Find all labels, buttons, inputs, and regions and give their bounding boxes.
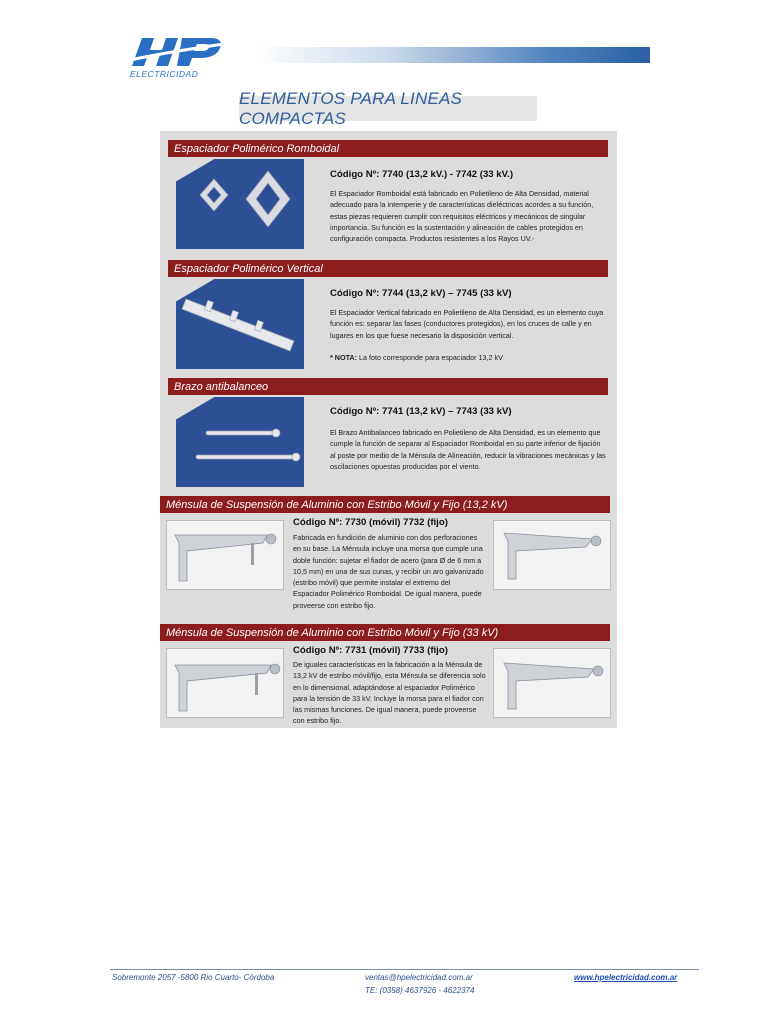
vertical-description: El Espaciador Vertical fabricado en Polietileno de Alta Densidad, es un elemento cuya función es: separar las fases (conductores protegidos), en los cruces de calle y en lugares en los que fuese necesario la disposición vertical. [330,308,604,340]
mensula-13-photo-movil [166,520,284,590]
section-heading-brazo: Brazo antibalanceo [168,378,608,395]
brazo-photo [176,397,304,487]
mensula-13-description: Fabricada en fundición de aluminio con dos perforaciones en su base. La Ménsula incluye una morsa que cumple una doble función: sujetar el fiador de acero (para Ø de 6 mm a 10,5 mm) en una de sus cunas, y recibir un aro galvanizado (estribo móvil) que permite instalar el extremo del Espaciador Polimérico Romboidal. De igual manera, puede proveerse con estribo fijo. [293,533,484,610]
svg-text:ELECTRICIDAD: ELECTRICIDAD [130,69,199,79]
vertical-note-text: La foto corresponde para espaciador 13,2 kV [359,353,503,362]
section-heading-vertical: Espaciador Polimérico Vertical [168,260,608,277]
vertical-spacer-photo [176,279,304,369]
mensula-33-photo-movil [166,648,284,718]
vertical-note-label: * NOTA: [330,353,358,362]
romboidal-description: El Espaciador Romboidal está fabricado en Polietileno de Alta Densidad, material adecuado para la intemperie y de características dieléctricas acordes a su función, estas piezas requieren cumplir con requisitos eléctricos y mecánicos de singular importancia. Su función es la sustentación y alineación de cables protegidos en configuración compacta. Productos resistentes a los Rayos UV.- [330,189,594,244]
romboidal-spacer-photo [176,159,304,249]
brazo-code: Código Nº: 7741 (13,2 kV) – 7743 (33 kV) [330,406,512,417]
mensula-33-description: De iguales características en la fabricación a la Ménsula de 13,2 kV de estribo móvil/fijo, esta Ménsula se diferencia solo en lo dimensional, adaptándose al espaciador Polimérico para la tensión de 33 kV. Incluye la morsa para el fiador con las mismas funciones. De igual manera, puede proveerse con estribo fijo. [293,660,486,726]
footer-email[interactable]: ventas@hpelectricidad.com.ar [365,973,473,982]
mensula-13-photo-fijo [493,520,611,590]
mensula-13-code: Código Nº: 7730 (móvil) 7732 (fijo) [293,517,448,528]
product-catalog-panel [160,131,617,728]
mensula-33-photo-fijo [493,648,611,718]
brazo-description: El Brazo Antibalanceo fabricado en Polietileno de Alta Densidad, es un elemento que cumple la función de separar al Espaciador Romboidal en su parte inferior de fijación al poste por medio de la Ménsula de Alineación, reducir la vibraciones mecánicas y las oscilaciones opuestas producidas por el viento. [330,428,606,471]
vertical-note [330,353,503,362]
footer-website-link[interactable]: www.hpelectricidad.com.ar [574,973,678,982]
vertical-code: Código Nº: 7744 (13,2 kV) – 7745 (33 kV) [330,288,512,299]
header-gradient-bar [255,47,650,63]
footer-divider [110,969,699,970]
section-heading-mensula-33: Ménsula de Suspensión de Aluminio con Estribo Móvil y Fijo (33 kV) [160,624,610,641]
section-heading-romboidal: Espaciador Polimérico Romboidal [168,140,608,157]
company-logo [128,34,238,80]
footer-address: Sobremonte 2057 -5800 Rio Cuarto- Córdoba [112,973,275,982]
page-title: ELEMENTOS PARA LINEAS COMPACTAS [239,96,537,121]
section-heading-mensula-13: Ménsula de Suspensión de Aluminio con Estribo Móvil y Fijo (13,2 kV) [160,496,610,513]
footer-phone: TE: (0358) 4637926 - 4622374 [365,986,475,995]
romboidal-code: Código Nº: 7740 (13,2 kV.) - 7742 (33 kV.) [330,169,514,180]
mensula-33-code: Código Nº: 7731 (móvil) 7733 (fijo) [293,645,448,656]
